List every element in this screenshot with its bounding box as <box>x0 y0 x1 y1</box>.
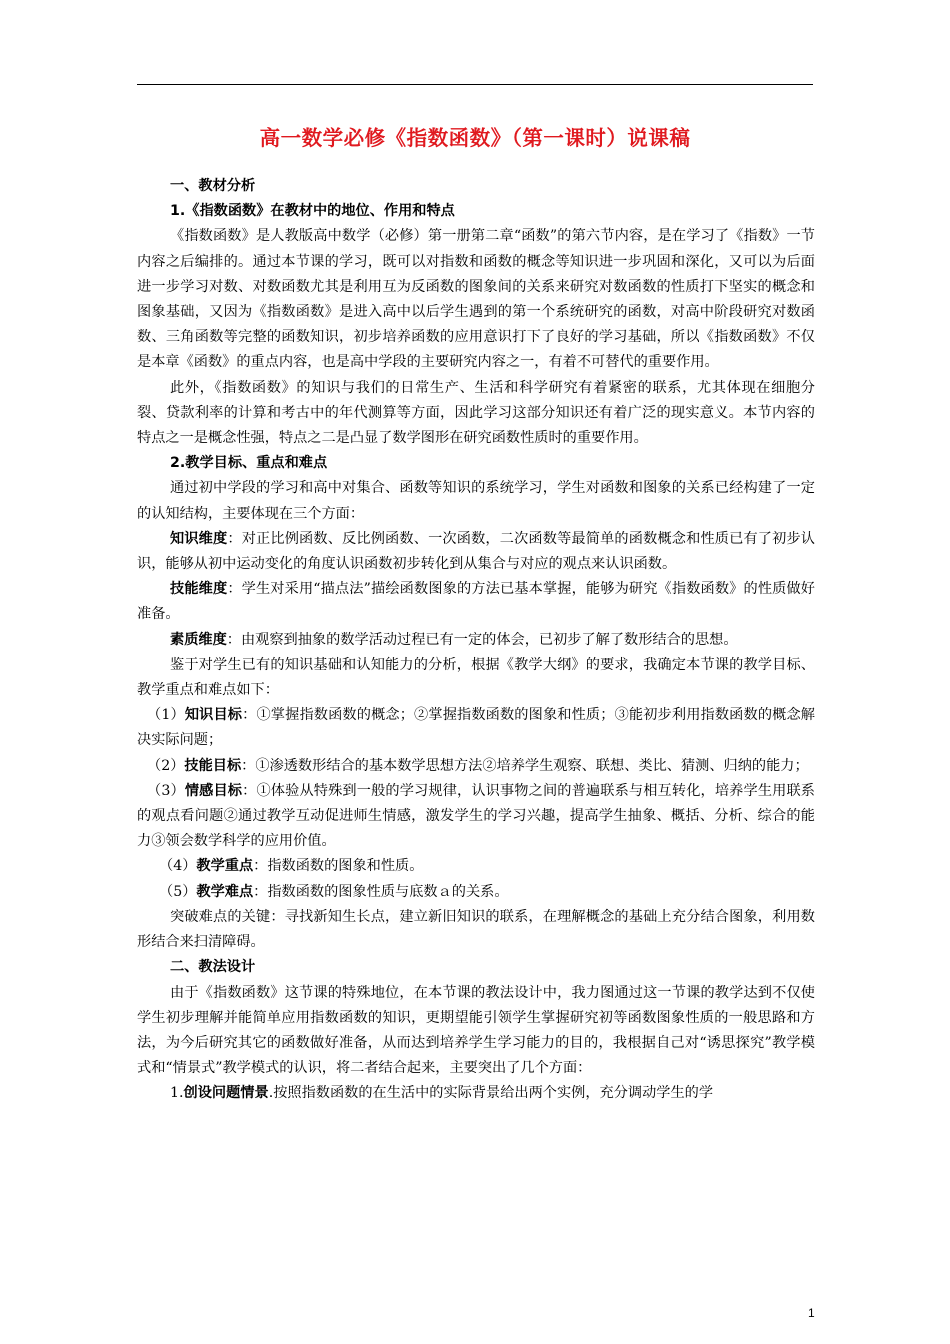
goal-4-text: ：指数函数的图象和性质。 <box>253 858 424 875</box>
quality-dimension-label: 素质维度 <box>170 631 227 648</box>
skill-dimension-text: ：学生对采用“描点法”描绘函数图象的方法已基本掌握，能够为研究《指数函数》的性质做好准备。 <box>137 581 815 623</box>
goal-4-number: （4） <box>159 858 197 875</box>
goal-2-number: （2） <box>147 757 185 774</box>
goal-5-text: ：指数函数的图象性质与底数ａ的关系。 <box>253 883 509 900</box>
header-rule <box>137 84 813 85</box>
knowledge-dimension <box>137 527 815 577</box>
goal-4-label: 教学重点 <box>196 858 254 875</box>
skill-dimension-label: 技能维度 <box>170 581 228 598</box>
subsection-heading-1-2: 2.教学目标、重点和难点 <box>170 455 328 472</box>
goal-3-number: （3） <box>147 782 185 799</box>
paragraph-6: 由于《指数函数》这节课的特殊地位，在本节课的教法设计中，我力图通过这一节课的教学达到不仅使学生初步理解并能简单应用指数函数的知识，更期望能引领学生掌握研究初等函数图象性质的一般思路和方法，为今后研究其它的函数做好准备，从而达到培养学生学习能力的目的，我根据自己对“诱思探究”教学模式和“情景式”教学模式的认识，将二者结合起来，主要突出了几个方面： <box>137 984 815 1077</box>
paragraph-3: 通过初中学段的学习和高中对集合、函数等知识的系统学习，学生对函数和图象的关系已经构建了一定的认知结构，主要体现在三个方面： <box>137 480 815 522</box>
subsection-heading-1-1: 1.《指数函数》在教材中的地位、作用和特点 <box>170 203 455 220</box>
goal-2-text: ：①渗透数形结合的基本数学思想方法②培养学生观察、联想、类比、猜测、归纳的能力； <box>241 757 809 774</box>
method-1-number: 1. <box>170 1085 184 1102</box>
method-1-label: 创设问题情景 <box>183 1085 269 1102</box>
paragraph-5: 突破难点的关键：寻找新知生长点，建立新旧知识的联系，在理解概念的基础上充分结合图象，利用数形结合来扫清障碍。 <box>137 908 815 951</box>
goal-3-label: 情感目标 <box>184 782 243 799</box>
paragraph-1: 《指数函数》是人教版高中数学（必修）第一册第二章“函数”的第六节内容，是在学习了《指数》一节内容之后编排的。通过本节课的学习，既可以对指数和函数的概念等知识进一步巩固和深化，又可以为后面进一步学习对数、对数函数尤其是利用互为反函数的图象间的关系来研究对数函数的性质打下坚实的概念和图象基础，又因为《指数函数》是进入高中以后学生遇到的第一个系统研究的函数，对高中阶段研究对数函数、三角函数等完整的函数知识，初步培养函数的应用意识打下了良好的学习基础，所以《指数函数》不仅是本章《函数》的重点内容，也是高中学段的主要研究内容之一，有着不可替代的重要作用。 <box>137 228 815 371</box>
knowledge-dimension-text: ：对正比例函数、反比例函数、一次函数，二次函数等最简单的函数概念和性质已有了初步认识，能够从初中运动变化的角度认识函数初步转化到从集合与对应的观点来认识函数。 <box>137 530 815 573</box>
method-1 <box>137 1081 815 1106</box>
goal-1-label: 知识目标 <box>184 707 243 724</box>
knowledge-dimension-label: 知识维度 <box>170 530 228 547</box>
method-1-text: .按照指数函数的在生活中的实际背景给出两个实例，充分调动学生的学 <box>268 1085 714 1102</box>
section-heading-2: 二、教法设计 <box>170 959 256 976</box>
goal-1-number: （1） <box>147 707 185 724</box>
page-number: 1 <box>808 1306 815 1320</box>
quality-dimension-text: ：由观察到抽象的数学活动过程已有一定的体会，已初步了解了数形结合的思想。 <box>226 631 738 648</box>
goal-5 <box>137 880 815 905</box>
goal-3-text: ：①体验从特殊到一般的学习规律，认识事物之间的普遍联系与相互转化，培养学生用联系的观点看问题②通过教学互动促进师生情感，激发学生的学习兴趣，提高学生抽象、概括、分析、综合的能力③领会数学科学的应用价值。 <box>137 782 815 850</box>
goal-5-number: （5） <box>159 883 197 900</box>
paragraph-4: 鉴于对学生已有的知识基础和认知能力的分析，根据《教学大纲》的要求，我确定本节课的教学目标、教学重点和难点如下： <box>137 656 815 699</box>
document-title: 高一数学必修《指数函数》（第一课时）说课稿 <box>259 126 691 150</box>
goal-5-label: 教学难点 <box>196 883 254 900</box>
quality-dimension <box>137 628 815 653</box>
goal-4 <box>137 854 815 879</box>
goal-2 <box>137 754 815 779</box>
goal-3 <box>137 779 815 855</box>
goal-1 <box>137 703 815 753</box>
goal-2-label: 技能目标 <box>184 757 242 774</box>
skill-dimension <box>137 577 815 627</box>
goal-1-text: ：①掌握指数函数的概念；②掌握指数函数的图象和性质；③能初步利用指数函数的概念解决实际问题； <box>137 707 815 749</box>
section-heading-1: 一、教材分析 <box>170 178 256 194</box>
paragraph-2: 此外，《指数函数》的知识与我们的日常生产、生活和科学研究有着紧密的联系，尤其体现在细胞分裂、贷款利率的计算和考古中的年代测算等方面，因此学习这部分知识还有着广泛的现实意义。本节内容的特点之一是概念性强，特点之二是凸显了数学图形在研究函数性质时的重要作用。 <box>137 379 815 447</box>
document-body <box>137 174 815 1107</box>
